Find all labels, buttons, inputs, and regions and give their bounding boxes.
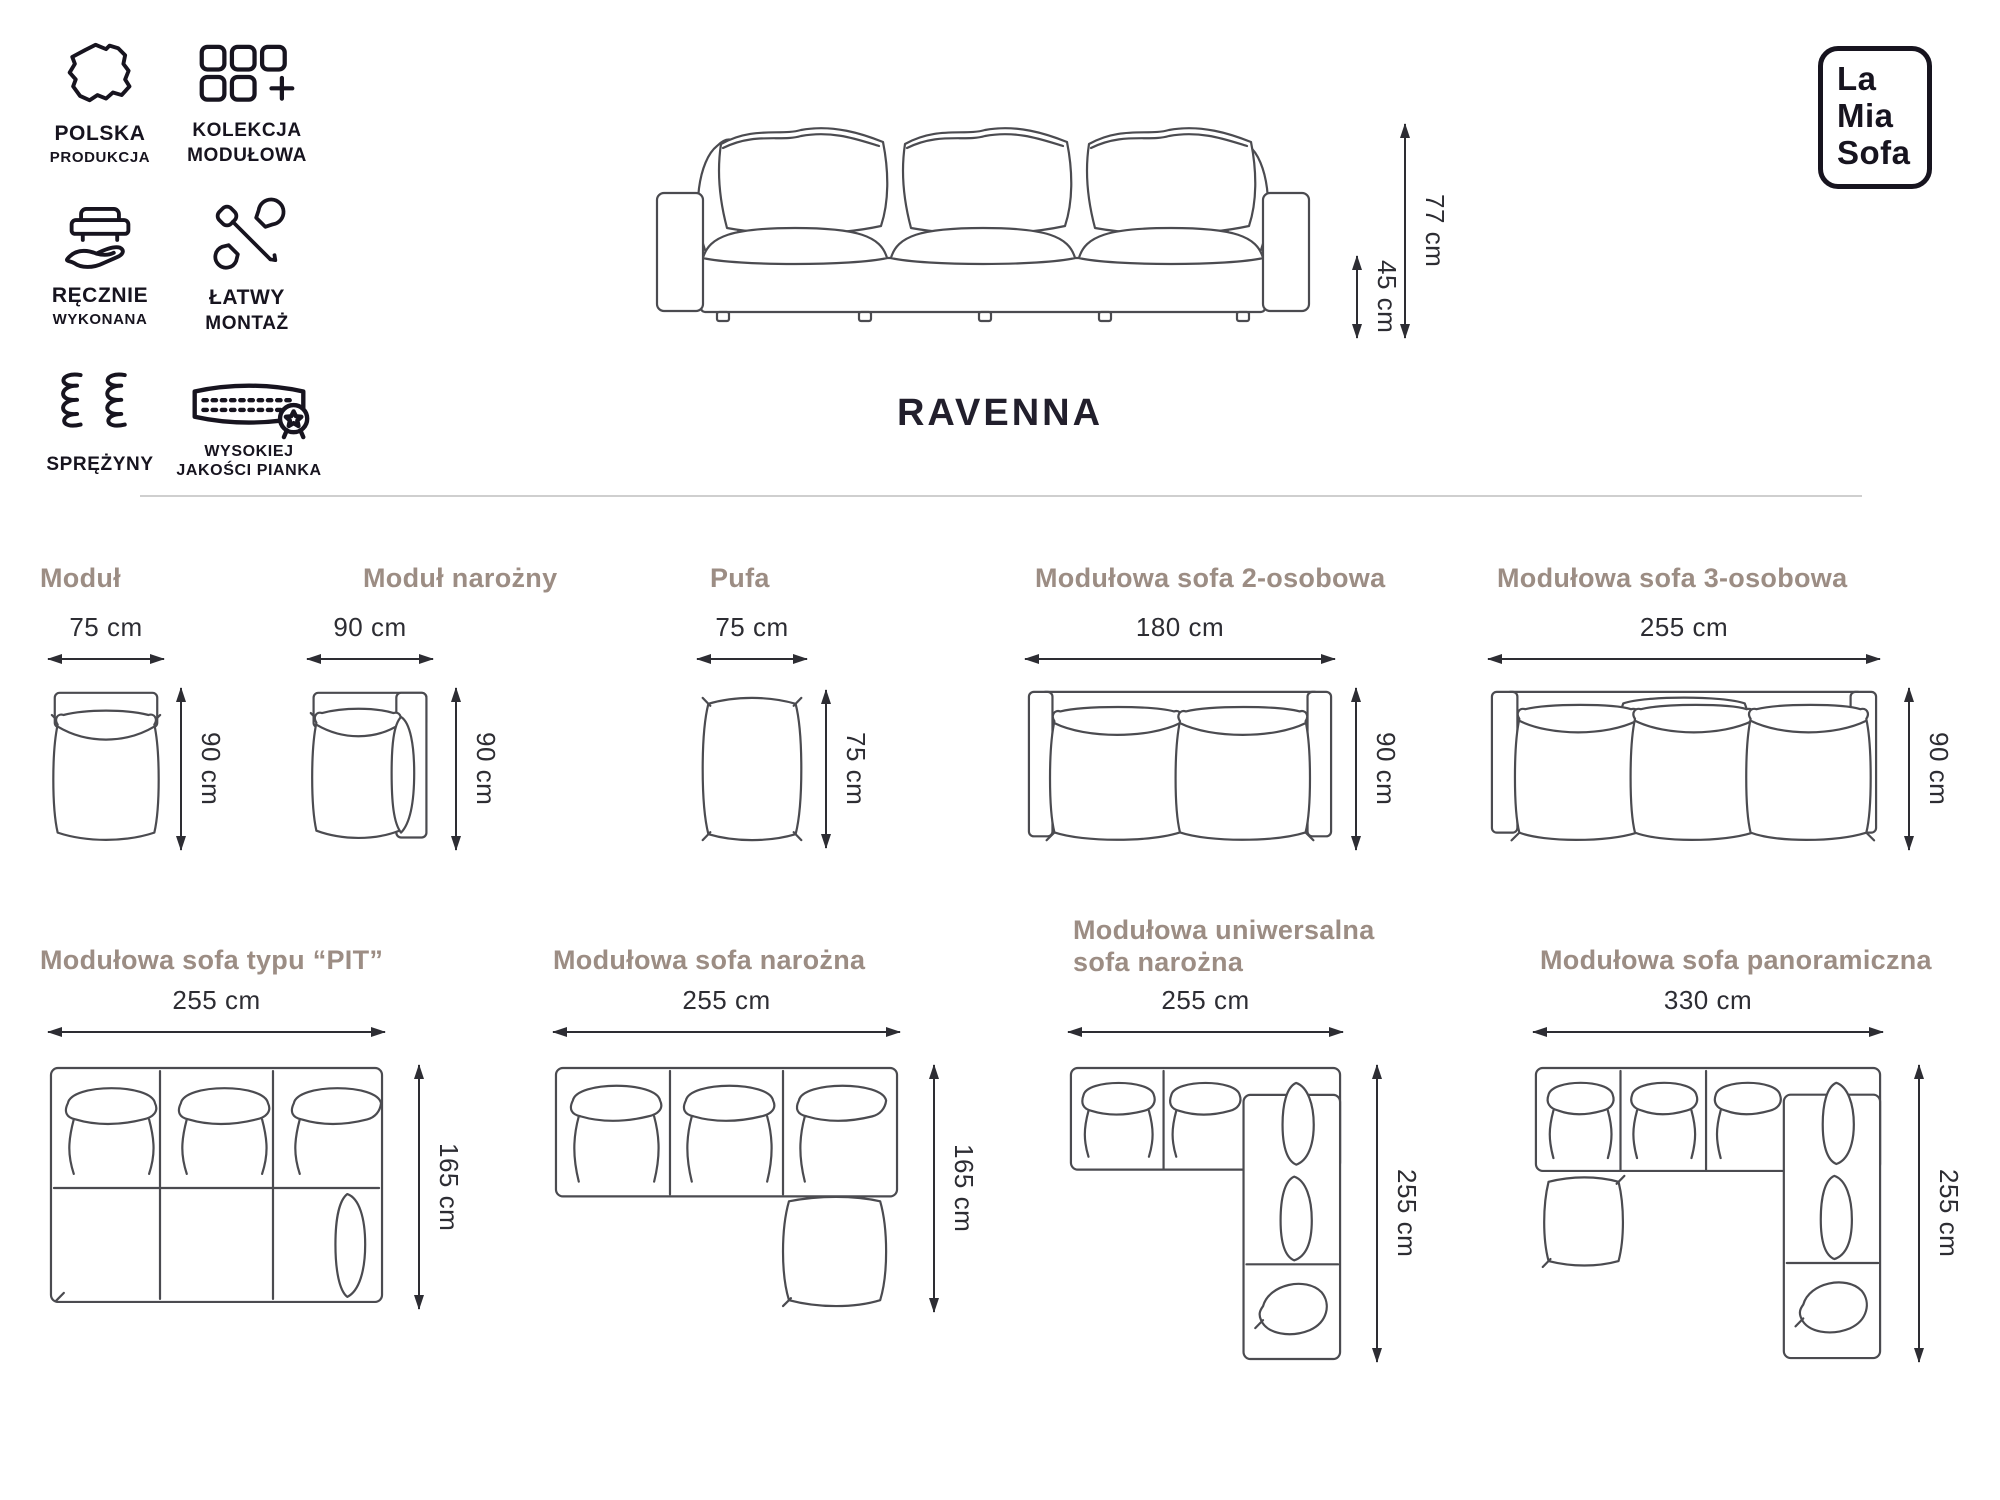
- modular-collection-icon: [197, 44, 297, 110]
- vertical-arrow: [180, 688, 182, 850]
- width-value: 255 cm: [682, 985, 771, 1015]
- vertical-arrow: [1355, 688, 1357, 850]
- depth-dimension: [933, 1065, 979, 1312]
- depth-value: 165 cm: [949, 1144, 979, 1233]
- vertical-arrow: [1376, 1065, 1378, 1362]
- module-title-modul-narozny: Moduł narożny: [363, 563, 558, 593]
- feature-sublabel: MODUŁOWA: [187, 145, 307, 166]
- feature-sublabel: WYKONANA: [52, 311, 148, 328]
- width-dimension: [1533, 985, 1883, 1033]
- sofa-panoramiczna-top-view-drawing: [1533, 1065, 1883, 1362]
- horizontal-arrow: [553, 1031, 900, 1033]
- brand-logo: [1818, 46, 1932, 189]
- width-value: 90 cm: [333, 612, 407, 642]
- depth-dimension: [1355, 688, 1401, 850]
- feature-wysokiej-jakosci-pianka: [174, 376, 324, 480]
- springs-icon: [54, 368, 146, 444]
- vertical-arrow: [825, 690, 827, 848]
- feature-sublabel: JAKOŚCI PIANKA: [176, 462, 322, 479]
- width-dimension: [1025, 612, 1335, 660]
- horizontal-arrow: [307, 658, 433, 660]
- feature-label: KOLEKCJA: [192, 120, 302, 141]
- seat-height-dimension: [1356, 256, 1402, 338]
- width-value: 255 cm: [1161, 985, 1250, 1015]
- width-dimension: [553, 985, 900, 1033]
- feature-latwy-montaz: [186, 196, 308, 335]
- section-divider: [140, 495, 1862, 497]
- logo-line: Mia: [1837, 96, 1894, 134]
- width-dimension: [697, 612, 807, 660]
- module-title-sofa-panoramiczna: Modułowa sofa panoramiczna: [1540, 945, 1932, 975]
- width-value: 75 cm: [715, 612, 789, 642]
- module-title-sofa-narozna: Modułowa sofa narożna: [553, 945, 866, 975]
- horizontal-arrow: [48, 658, 164, 660]
- width-dimension: [48, 985, 385, 1033]
- horizontal-arrow: [48, 1031, 385, 1033]
- overall-height-value: 77 cm: [1420, 194, 1450, 268]
- module-title-sofa-2-osobowa: Modułowa sofa 2-osobowa: [1035, 563, 1386, 593]
- depth-dimension: [825, 690, 871, 848]
- feature-label: RĘCZNIE: [51, 284, 149, 307]
- sofa-front-view-drawing: [653, 98, 1313, 338]
- pufa-top-view-drawing: [697, 690, 807, 848]
- easy-assembly-icon: [207, 196, 287, 276]
- vertical-arrow: [455, 688, 457, 850]
- modul-narozny-top-view-drawing: [307, 688, 433, 850]
- horizontal-arrow: [1533, 1031, 1883, 1033]
- logo-line: La: [1837, 60, 1877, 97]
- overall-height-dimension: [1404, 124, 1450, 338]
- feature-label: WYSOKIEJ: [204, 443, 294, 460]
- horizontal-arrow: [1068, 1031, 1343, 1033]
- feature-sublabel: PRODUKCJA: [49, 149, 151, 166]
- depth-value: 75 cm: [841, 732, 871, 806]
- width-value: 255 cm: [1639, 612, 1729, 642]
- module-title-pufa: Pufa: [710, 563, 770, 593]
- horizontal-arrow: [1488, 658, 1880, 660]
- sofa-narozna-top-view-drawing: [553, 1065, 900, 1312]
- vertical-arrow: [1918, 1065, 1920, 1362]
- feature-sublabel: MONTAŻ: [205, 313, 289, 334]
- depth-dimension: [180, 688, 226, 850]
- width-value: 330 cm: [1663, 985, 1753, 1015]
- depth-value: 90 cm: [471, 732, 501, 806]
- depth-value: 90 cm: [196, 732, 226, 806]
- vertical-arrow: [1356, 256, 1358, 338]
- depth-dimension: [1918, 1065, 1964, 1362]
- sofa-2-osobowa-top-view-drawing: [1025, 688, 1335, 850]
- feature-recznie-wykonana: [40, 192, 160, 328]
- width-dimension: [1068, 985, 1343, 1033]
- module-title-uniwersalna-narozna: Modułowa uniwersalna sofa narożna: [1073, 915, 1375, 977]
- width-dimension: [48, 612, 164, 660]
- width-value: 75 cm: [69, 612, 143, 642]
- feature-sprezyny: [40, 368, 160, 476]
- vertical-arrow: [418, 1065, 420, 1309]
- sofa-pit-top-view-drawing: [48, 1065, 385, 1309]
- horizontal-arrow: [697, 658, 807, 660]
- depth-dimension: [1376, 1065, 1422, 1362]
- poland-map-icon: [61, 40, 139, 112]
- feature-label: SPRĘŻYNY: [46, 454, 154, 475]
- depth-dimension: [418, 1065, 464, 1309]
- width-dimension: [1488, 612, 1880, 660]
- width-value: 180 cm: [1135, 612, 1225, 642]
- foam-quality-icon: [185, 376, 313, 440]
- logo-line: Sofa: [1837, 133, 1911, 171]
- seat-height-value: 45 cm: [1372, 260, 1402, 334]
- sofa-uniwersalna-narozna-top-view-drawing: [1068, 1065, 1343, 1362]
- horizontal-arrow: [1025, 658, 1335, 660]
- vertical-arrow: [1404, 124, 1406, 338]
- feature-label: ŁATWY: [208, 286, 286, 309]
- depth-value: 255 cm: [1934, 1169, 1964, 1258]
- width-value: 255 cm: [172, 985, 261, 1015]
- depth-value: 90 cm: [1924, 732, 1954, 806]
- vertical-arrow: [1908, 688, 1910, 850]
- width-dimension: [307, 612, 433, 660]
- module-title-sofa-pit: Modułowa sofa typu “PIT”: [40, 945, 384, 975]
- vertical-arrow: [933, 1065, 935, 1312]
- depth-dimension: [455, 688, 501, 850]
- depth-value: 165 cm: [434, 1142, 464, 1232]
- feature-polska-produkcja: [40, 40, 160, 166]
- module-title-modul: Moduł: [40, 563, 121, 593]
- sofa-3-osobowa-top-view-drawing: [1488, 688, 1880, 850]
- feature-kolekcja-modulowa: [182, 44, 312, 167]
- modul-top-view-drawing: [48, 688, 164, 850]
- depth-value: 90 cm: [1371, 732, 1401, 806]
- handmade-icon: [57, 192, 143, 274]
- feature-label: POLSKA: [54, 122, 146, 145]
- depth-value: 255 cm: [1392, 1169, 1422, 1258]
- module-title-sofa-3-osobowa: Modułowa sofa 3-osobowa: [1497, 563, 1848, 593]
- depth-dimension: [1908, 688, 1954, 850]
- product-name: RAVENNA: [896, 392, 1104, 434]
